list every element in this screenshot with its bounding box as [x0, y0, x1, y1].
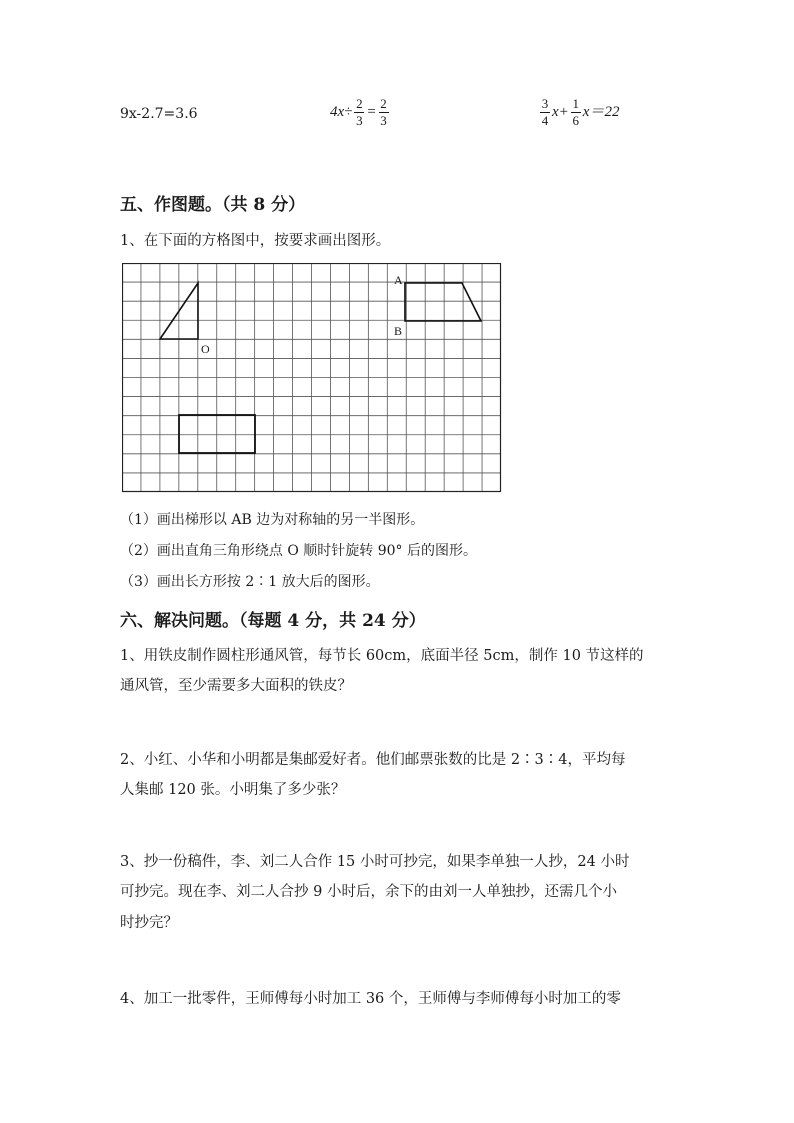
- equation-3: [538, 97, 619, 128]
- point-a-label: A: [394, 273, 403, 287]
- equals-sign: =: [366, 103, 377, 120]
- point-o-label: O: [201, 342, 210, 356]
- section-5-title: 五、作图题。（共 8 分）: [120, 195, 306, 215]
- section-5-sub-2: （2）画出直角三角形绕点 O 顺时针旋转 90° 后的图形。: [120, 543, 477, 559]
- section-5-sub-3: （3）画出长方形按 2∶1 放大后的图形。: [120, 574, 380, 590]
- fraction: $\frac{2}{3}$: [380, 96, 387, 128]
- section-5-question-1: 1、在下面的方格图中，按要求画出图形。: [120, 233, 391, 249]
- problem-3-line-3: 时抄完？: [120, 915, 178, 931]
- problem-3-line-2: 可抄完。现在李、刘二人合抄 9 小时后，余下的由刘一人单独抄，还需几个小: [120, 884, 617, 900]
- fraction: $\frac{2}{3}$: [356, 96, 363, 128]
- fraction: $\frac{1}{6}$: [572, 96, 580, 128]
- problem-1-line-1: 1、用铁皮制作圆柱形通风管，每节长 60cm，底面半径 5cm，制作 10 节这样的: [120, 648, 644, 664]
- equation-2: [330, 97, 391, 128]
- problem-2-line-1: 2、小红、小华和小明都是集邮爱好者。他们邮票张数的比是 2∶3∶4，平均每: [120, 752, 626, 768]
- equation-2-prefix: 4x÷: [330, 103, 353, 120]
- point-b-label: B: [394, 324, 403, 338]
- trapezoid-half: [405, 283, 481, 321]
- section-6-title: 六、解决问题。（每题 4 分，共 24 分）: [120, 611, 426, 631]
- equation-3-tail: x＝22: [582, 103, 620, 120]
- equation-3-term: x+: [552, 103, 569, 120]
- problem-3-line-1: 3、抄一份稿件，李、刘二人合作 15 小时可抄完，如果李单独一人抄，24 小时: [120, 854, 630, 870]
- problem-4-line-1: 4、加工一批零件，王师傅每小时加工 36 个，王师傅与李师傅每小时加工的零: [120, 991, 621, 1007]
- grid-lines: [122, 263, 501, 492]
- equation-1: 9x-2.7=3.6: [120, 106, 198, 122]
- problem-1-line-2: 通风管，至少需要多大面积的铁皮？: [120, 678, 352, 694]
- section-5-sub-1: （1）画出梯形以 AB 边为对称轴的另一半图形。: [120, 512, 425, 528]
- grid-figure: [122, 263, 502, 493]
- problem-2-line-2: 人集邮 120 张。小明集了多少张？: [120, 782, 346, 798]
- fraction: $\frac{3}{4}$: [541, 96, 549, 128]
